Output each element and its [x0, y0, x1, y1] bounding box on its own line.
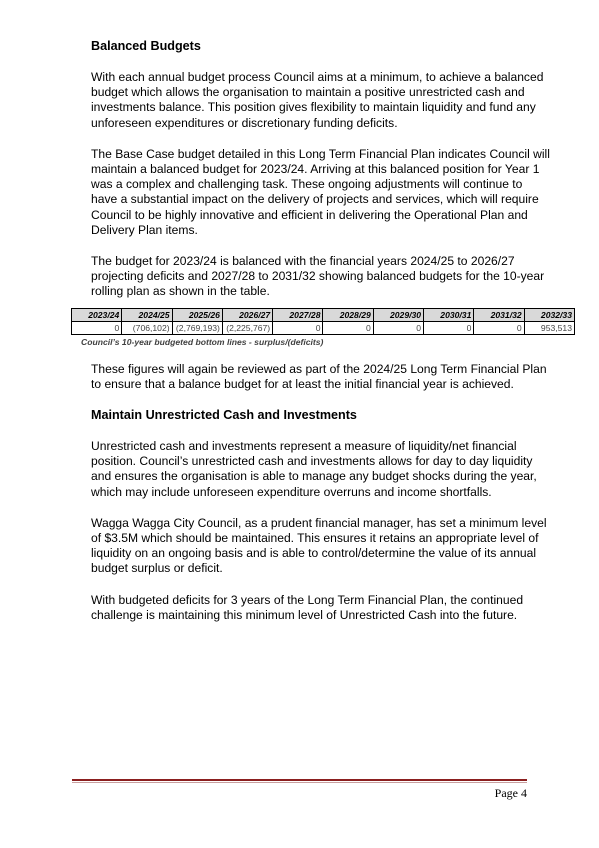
page-content — [81, 38, 572, 623]
table-header-cell: 2031/32 — [474, 308, 524, 321]
table-cell: (2,769,193) — [172, 321, 222, 334]
footer-divider — [72, 779, 527, 781]
budget-table — [71, 308, 575, 335]
budget-table-wrapper — [71, 308, 575, 347]
paragraph-4: These figures will again be reviewed as part of the 2024/25 Long Term Financial Plan to ensure that a balance budget for at least the initial financial year is achieved. — [91, 361, 547, 391]
paragraph-2: The Base Case budget detailed in this Long Term Financial Plan indicates Council will maintain a balanced budget for 2023/24. Arriving at this balanced position for Year 1 was a complex and challenging task. These ongoing adjustments will continue to have a substantial impact on the delivery of projects and services, which will require Council to be highly innovative and efficient in delivering the Operational Plan and Delivery Plan items. — [91, 146, 550, 237]
table-header-cell: 2027/28 — [273, 308, 323, 321]
table-cell: (2,225,767) — [222, 321, 272, 334]
unrestricted-cash-heading: Maintain Unrestricted Cash and Investments — [91, 408, 357, 423]
table-cell: 0 — [474, 321, 524, 334]
paragraph-6: Wagga Wagga City Council, as a prudent financial manager, has set a minimum level of $3.5M which should be maintained. This ensures it retains an appropriate level of liquidity on an ongoing basis and is able to control/determine the value of its annual budget surplus or deficit. — [91, 515, 547, 576]
table-header-cell: 2032/33 — [524, 308, 574, 321]
table-cell: 0 — [273, 321, 323, 334]
table-caption: Council’s 10-year budgeted bottom lines - surplus/(deficits) — [81, 336, 324, 347]
table-header-cell: 2025/26 — [172, 308, 222, 321]
table-header-cell: 2030/31 — [424, 308, 474, 321]
table-cell: 0 — [424, 321, 474, 334]
paragraph-5: Unrestricted cash and investments represent a measure of liquidity/net financial position. Council’s unrestricted cash and investments allows for day to day liquidity and ensures the organisation is able to manage any budget shocks during the year, which may include unforeseen expenditure overruns and income shortfalls. — [91, 439, 537, 499]
table-header-cell: 2026/27 — [222, 308, 272, 321]
paragraph-7: With budgeted deficits for 3 years of the Long Term Financial Plan, the continued challenge is maintaining this minimum level of Unrestricted Cash into the future. — [91, 592, 524, 622]
table-cell: 953,513 — [524, 321, 574, 334]
balanced-budgets-heading: Balanced Budgets — [91, 39, 201, 53]
table-cell: 0 — [323, 321, 373, 334]
table-row — [72, 321, 575, 334]
paragraph-3: The budget for 2023/24 is balanced with the financial years 2024/25 to 2026/27 projecting deficits and 2027/28 to 2031/32 showing balanced budgets for the 10-year rolling plan as shown in the table. — [91, 254, 545, 299]
footer-divider-shadow — [72, 782, 527, 783]
table-cell: (706,102) — [122, 321, 172, 334]
table-header-cell: 2029/30 — [373, 308, 423, 321]
budget-table-header-row — [72, 308, 575, 321]
table-header-cell: 2028/29 — [323, 308, 373, 321]
page-number: Page 4 — [494, 786, 527, 800]
table-header-cell: 2024/25 — [122, 308, 172, 321]
table-cell: 0 — [373, 321, 423, 334]
table-cell: 0 — [72, 321, 122, 334]
paragraph-1: With each annual budget process Council aims at a minimum, to achieve a balanced budget which allows the organisation to maintain a positive unrestricted cash and investments balance. This position gives flexibility to maintain liquidity and fund any unforeseen expenditures or discretionary funding deficits. — [91, 70, 544, 130]
table-header-cell: 2023/24 — [72, 308, 122, 321]
